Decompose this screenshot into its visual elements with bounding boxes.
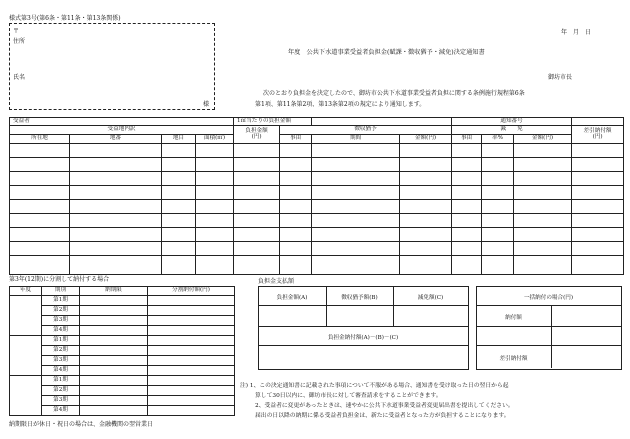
table-cell [162,172,196,186]
period-cell: 第2期 [42,386,80,396]
table-cell [482,158,514,172]
table-cell [70,242,162,256]
table-cell [234,200,280,214]
col-deferral-period: 期間 [312,135,400,144]
schedule-row [10,396,235,406]
table-cell [280,200,312,214]
table-cell [572,144,624,158]
table-cell [234,214,280,228]
period-cell: 第2期 [42,346,80,356]
table-cell [280,144,312,158]
table-row [10,200,624,214]
table-cell [452,144,482,158]
period-cell: 第4期 [42,366,80,376]
schedule-row [10,366,235,376]
table-cell [400,228,452,242]
period-cell: 第1期 [42,336,80,346]
table-cell [514,200,572,214]
land-header-label: 受益地内訳 [107,126,136,133]
table-cell [312,200,400,214]
table-cell [162,158,196,172]
sama-label: 様 [203,101,210,108]
table-cell [280,242,312,256]
table-cell [10,214,70,228]
total-payment-label: 負担金納付額(A)－(B)－(C) [327,335,399,341]
table-cell [482,256,514,275]
table-row [10,186,624,200]
burden-a-label: 負担金額(A) [276,295,308,301]
burden-header-label: 負担金額 [245,127,268,134]
table-cell [280,256,312,275]
table-cell [514,144,572,158]
table-cell [10,172,70,186]
table-cell [162,228,196,242]
schedule-row [10,316,235,326]
table-cell [482,186,514,200]
table-cell [452,256,482,275]
table-cell [572,200,624,214]
balance-header-label: 差引納付額 [583,127,612,134]
exemption-header-label: 減 免 [500,126,523,133]
table-cell [482,144,514,158]
payment-heading: 負担金支払額 [258,278,295,285]
table-cell [482,228,514,242]
name-label: 氏名 [13,74,26,81]
col-location: 所在地 [10,135,70,144]
table-cell [162,200,196,214]
fiscal-year-cell [10,296,42,336]
installment-cell [148,296,235,306]
note-2: 2、受益者に変更があったときは、速やかに公共下水道事業受益者変更届出書を提出してください。 [255,403,514,409]
table-cell [70,144,162,158]
table-cell [452,214,482,228]
table-cell [234,144,280,158]
postal-mark: 〒 [13,28,20,35]
period-cell: 第3期 [42,356,80,366]
table-cell [234,158,280,172]
due-date-cell [80,336,148,346]
table-cell [400,158,452,172]
schedule-row [10,376,235,386]
table-cell [514,172,572,186]
table-cell [10,242,70,256]
balance-header-yen: (円) [592,133,603,140]
exemption-c-label: 減免額(C) [417,295,444,301]
table-cell [234,228,280,242]
exemption-header [452,126,572,135]
col-lot-number: 地番 [70,135,162,144]
table-cell [514,242,572,256]
schedule-table [9,286,235,416]
schedule-row [10,336,235,346]
table-cell [70,158,162,172]
issuer: 御坊市長 [548,74,573,81]
installment-cell [148,406,235,416]
table-row [10,214,624,228]
table-cell [514,256,572,275]
table-cell [514,158,572,172]
table-cell [482,242,514,256]
col-exemption-amount: 金額(円) [514,135,572,144]
fiscal-year-cell [10,376,42,416]
installment-cell [148,336,235,346]
balance-header [572,126,624,144]
juekisha-label: 受益者 [13,117,30,124]
table-cell [234,186,280,200]
table-cell [280,186,312,200]
due-date-cell [80,326,148,336]
due-date-cell [80,296,148,306]
table-cell [452,172,482,186]
address-label: 住所 [13,38,26,45]
table-cell [196,158,234,172]
table-cell [452,158,482,172]
table-cell [400,214,452,228]
table-cell [162,214,196,228]
table-cell [312,172,400,186]
table-cell [70,228,162,242]
note-2-cont: 届出の日以降の納期に係る受益者負担金は、新たに受益者となった方が負担することになります。 [255,413,510,419]
table-cell [196,214,234,228]
table-cell [400,172,452,186]
notice-no-cell [452,118,572,126]
due-date-cell [80,386,148,396]
table-cell [196,172,234,186]
table-cell [234,256,280,275]
table-cell [572,242,624,256]
deferral-header-label: 徴収猶予 [354,126,377,133]
period-cell: 第2期 [42,306,80,316]
lump-sum-header: 一括納付の場合(円) [523,295,574,301]
due-date-cell [80,306,148,316]
due-date-cell [80,346,148,356]
table-cell [482,172,514,186]
table-cell [162,186,196,200]
table-row [10,172,624,186]
installment-cell [148,316,235,326]
table-cell [572,214,624,228]
sashihiki-label: 差引納付額 [499,356,528,362]
table-cell [196,228,234,242]
fiscal-year-cell [10,336,42,376]
due-date-cell [80,366,148,376]
table-cell [312,228,400,242]
table-cell [10,144,70,158]
table-cell [10,256,70,275]
col-deferral-reason: 事由 [280,135,312,144]
deferral-header [280,126,452,135]
intro-line-1: 次のとおり負担金を決定したので、御坊市公共下水道事業受益者負担に関する条例施行規程第6条 [263,90,525,97]
table-cell [162,256,196,275]
table-cell [280,214,312,228]
table-cell [452,186,482,200]
installment-cell [148,356,235,366]
unit-price-label: 1㎡当たりの負担金額 [237,117,291,124]
unit-price-cell [234,118,312,126]
table-cell [452,228,482,242]
table-cell [400,144,452,158]
schedule-row [10,356,235,366]
installment-cell [148,346,235,356]
table-cell [312,256,400,275]
schedule-row [10,386,235,396]
table-cell [514,228,572,242]
issue-date: 年 月 日 [561,29,592,36]
table-row [10,242,624,256]
period-cell: 第3期 [42,316,80,326]
installment-cell [148,376,235,386]
table-cell [70,256,162,275]
form-id: 様式第3号(第6条・第11条・第13条関係) [9,15,121,22]
table-cell [572,186,624,200]
installment-cell [148,386,235,396]
schedule-row [10,306,235,316]
col-due-date: 納期限 [80,287,148,296]
table-cell [452,242,482,256]
note-1-cont: 算して30日以内に、御坊市長に対して審査請求をすることができます。 [255,393,442,399]
table-cell [70,200,162,214]
table-cell [312,158,400,172]
table-cell [162,242,196,256]
table-cell [70,214,162,228]
table-cell [312,144,400,158]
col-fiscal-year: 年度 [10,287,42,296]
schedule-row [10,346,235,356]
table-cell [312,242,400,256]
table-cell [572,158,624,172]
installment-cell [148,326,235,336]
period-cell: 第1期 [42,296,80,306]
table-cell [312,186,400,200]
due-date-cell [80,356,148,366]
table-cell [162,144,196,158]
table-cell [10,228,70,242]
col-installment: 分割納付額(円) [148,287,235,296]
installment-cell [148,306,235,316]
table-cell [572,172,624,186]
table-cell [196,144,234,158]
period-cell: 第3期 [42,396,80,406]
land-header [10,126,234,135]
schedule-footnote: 納期限日が休日・祝日の場合は、金融機関の翌営業日 [9,421,154,428]
unit-price-value [312,118,452,126]
table-cell [514,186,572,200]
col-exemption-rate: 率% [482,135,514,144]
nofu-label: 納付額 [505,315,522,321]
table-cell [280,228,312,242]
installment-cell [148,366,235,376]
installment-cell [148,396,235,406]
table-cell [400,186,452,200]
table-cell [280,172,312,186]
table-cell [10,186,70,200]
table-cell [572,256,624,275]
table-cell [70,172,162,186]
table-cell [10,200,70,214]
table-cell [312,214,400,228]
table-row [10,256,624,275]
notice-no-value [572,118,624,126]
schedule-row [10,296,235,306]
period-cell: 第4期 [42,326,80,336]
notice-no-label: 通知番号 [500,117,523,124]
schedule-row [10,326,235,336]
table-cell [70,186,162,200]
table-cell [572,228,624,242]
burden-header-yen: (円) [251,133,262,140]
juekisha-cell [10,118,234,126]
table-cell [196,200,234,214]
schedule-heading: 第3年(12期)に分割して納付する場合 [9,276,110,283]
table-cell [196,186,234,200]
table-cell [400,256,452,275]
table-cell [196,256,234,275]
table-cell [234,242,280,256]
table-row [10,144,624,158]
col-deferral-amount: 金額(円) [400,135,452,144]
period-cell: 第4期 [42,406,80,416]
address-box [9,23,215,110]
table-cell [196,242,234,256]
main-table [9,117,624,275]
col-exemption-reason: 事由 [452,135,482,144]
col-land-type: 地目 [162,135,196,144]
table-row [10,158,624,172]
document-title: 年度 公共下水道事業受益者負担金(賦課・徴収猶予・減免)決定通知書 [288,49,485,56]
schedule-row [10,406,235,416]
deferral-b-label: 徴収猶予額(B) [341,295,378,301]
table-cell [280,158,312,172]
table-cell [400,242,452,256]
col-period: 期別 [42,287,80,296]
due-date-cell [80,316,148,326]
intro-line-2: 第1項、第11条第2項、第13条第2項の規定により通知します。 [255,101,426,108]
table-cell [482,214,514,228]
table-cell [400,200,452,214]
table-cell [482,200,514,214]
table-row [10,228,624,242]
note-1: 注) 1、この決定通知書に記載された事項について不服がある場合、通知書を受け取った日の翌日から起 [240,383,509,389]
due-date-cell [80,376,148,386]
period-cell: 第1期 [42,376,80,386]
due-date-cell [80,406,148,416]
table-cell [10,158,70,172]
table-cell [514,214,572,228]
burden-header [234,126,280,144]
due-date-cell [80,396,148,406]
table-cell [452,200,482,214]
col-area: 面積(㎡) [196,135,234,144]
table-cell [234,172,280,186]
